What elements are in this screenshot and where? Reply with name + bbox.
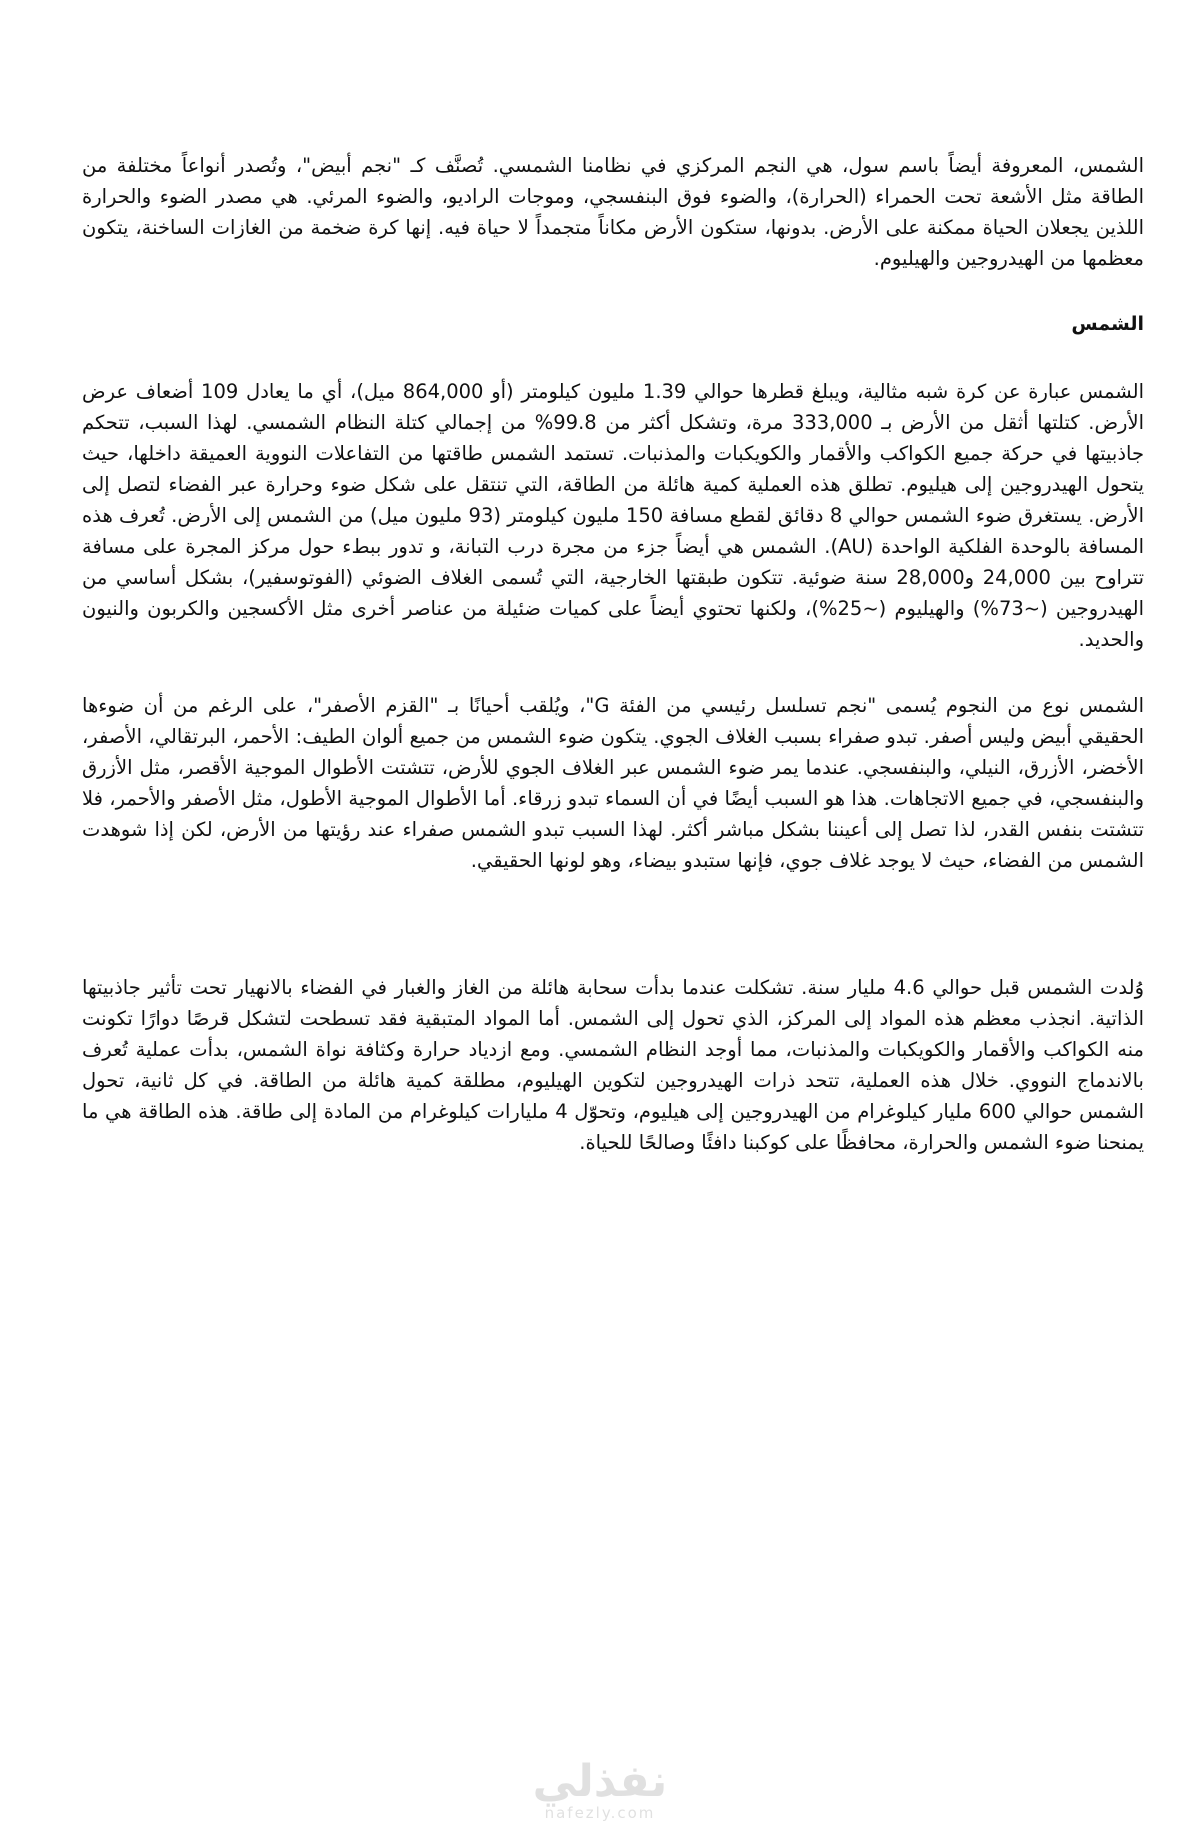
intro-paragraph: الشمس، المعروفة أيضاً باسم سول، هي النجم المركزي في نظامنا الشمسي. تُصنَّف كـ "نجم أبيض"، وتُصدر أنواعاً مختلفة من الطاقة مثل الأشعة تحت الحمراء (الحرارة)، والضوء فوق البنفسجي، وموجات الراديو، والضوء المرئي. هي مصدر الضوء والحرارة اللذين يجعلان الحياة ممكنة على الأرض. بدونها، ستكون الأرض مكاناً متجمداً لا حياة فيه. إنها كرة ضخمة من الغازات الساخنة، يتكون معظمها من الهيدروجين والهيليوم.: [82, 154, 1144, 270]
watermark-arabic-text: نفذلي: [532, 1756, 668, 1807]
color-paragraph: الشمس نوع من النجوم يُسمى "نجم تسلسل رئيسي من الفئة G"، ويُلقب أحيانًا بـ "القزم الأصفر"، على الرغم من أن ضوءها الحقيقي أبيض وليس أصفر. تبدو صفراء بسبب الغلاف الجوي. يتكون ضوء الشمس من جميع ألوان الطيف: الأحمر، البرتقالي، الأصفر، الأخضر، الأزرق، النيلي، والبنفسجي. عندما يمر ضوء الشمس عبر الغلاف الجوي للأرض، تتشتت الأطوال الموجية الأقصر، مثل الأزرق والبنفسجي، في جميع الاتجاهات. هذا هو السبب أيضًا في أن السماء تبدو زرقاء. أما الأطوال الموجية الأطول، مثل الأصفر والأحمر، فلا تتشتت بنفس القدر، لذا تصل إلى أعيننا بشكل مباشر أكثر. لهذا السبب تبدو الشمس صفراء عند رؤيتها من الأرض، لكن إذا شوهدت الشمس من الفضاء، حيث لا يوجد غلاف جوي، فإنها ستبدو بيضاء، وهو لونها الحقيقي.: [82, 694, 1144, 872]
section-heading: الشمس: [1071, 313, 1144, 335]
nafezly-watermark-logo: [515, 1756, 685, 1826]
birth-paragraph: وُلدت الشمس قبل حوالي 4.6 مليار سنة. تشكلت عندما بدأت سحابة هائلة من الغاز والغبار في الفضاء بالانهيار تحت تأثير جاذبيتها الذاتية. انجذب معظم هذه المواد إلى المركز، الذي تحول إلى الشمس. أما المواد المتبقية فقد تسطحت لتشكل قرصًا دوارًا تكونت منه الكواكب والأقمار والكويكبات والمذنبات، مما أوجد النظام الشمسي. ومع ازدياد حرارة وكثافة نواة الشمس، بدأت عملية تُعرف بالاندماج النووي. خلال هذه العملية، تتحد ذرات الهيدروجين لتكوين الهيليوم، مطلقة كمية هائلة من الطاقة. في كل ثانية، تحول الشمس حوالي 600 مليار كيلوغرام من الهيدروجين إلى هيليوم، وتحوّل 4 مليارات كيلوغرام من المادة إلى طاقة. هذه الطاقة هي ما يمنحنا ضوء الشمس والحرارة، محافظًا على كوكبنا دافئًا وصالحًا للحياة.: [82, 976, 1145, 1154]
size-paragraph: الشمس عبارة عن كرة شبه مثالية، ويبلغ قطرها حوالي 1.39 مليون كيلومتر (أو 864,000 ميل)، أي ما يعادل 109 أضعاف عرض الأرض. كتلتها أثقل من الأرض بـ 333,000 مرة، وتشكل أكثر من 99.8% من إجمالي كتلة النظام الشمسي. لهذا السبب، تتحكم جاذبيتها في حركة جميع الكواكب والأقمار والكويكبات والمذنبات. تستمد الشمس طاقتها من التفاعلات النووية العميقة داخلها، حيث يتحول الهيدروجين إلى هيليوم. تطلق هذه العملية كمية هائلة من الطاقة، التي تنتقل على شكل ضوء وحرارة عبر الفضاء لتصل إلى الأرض. يستغرق ضوء الشمس حوالي 8 دقائق لقطع مسافة 150 مليون كيلومتر (93 مليون ميل) من الشمس إلى الأرض. تُعرف هذه المسافة بالوحدة الفلكية الواحدة (AU). الشمس هي أيضاً جزء من مجرة درب التبانة، و تدور ببطء حول مركز المجرة على مسافة تتراوح بين 24,000 و28,000 سنة ضوئية. تتكون طبقتها الخارجية، التي تُسمى الغلاف الضوئي (الفوتوسفير)، بشكل أساسي من الهيدروجين (~73%) والهيليوم (~25%)، ولكنها تحتوي أيضاً على كميات ضئيلة من عناصر أخرى مثل الأكسجين والكربون والنيون والحديد.: [82, 380, 1145, 651]
watermark-latin-text: nafezly.com: [544, 1804, 656, 1822]
document-body: [82, 150, 1144, 1158]
